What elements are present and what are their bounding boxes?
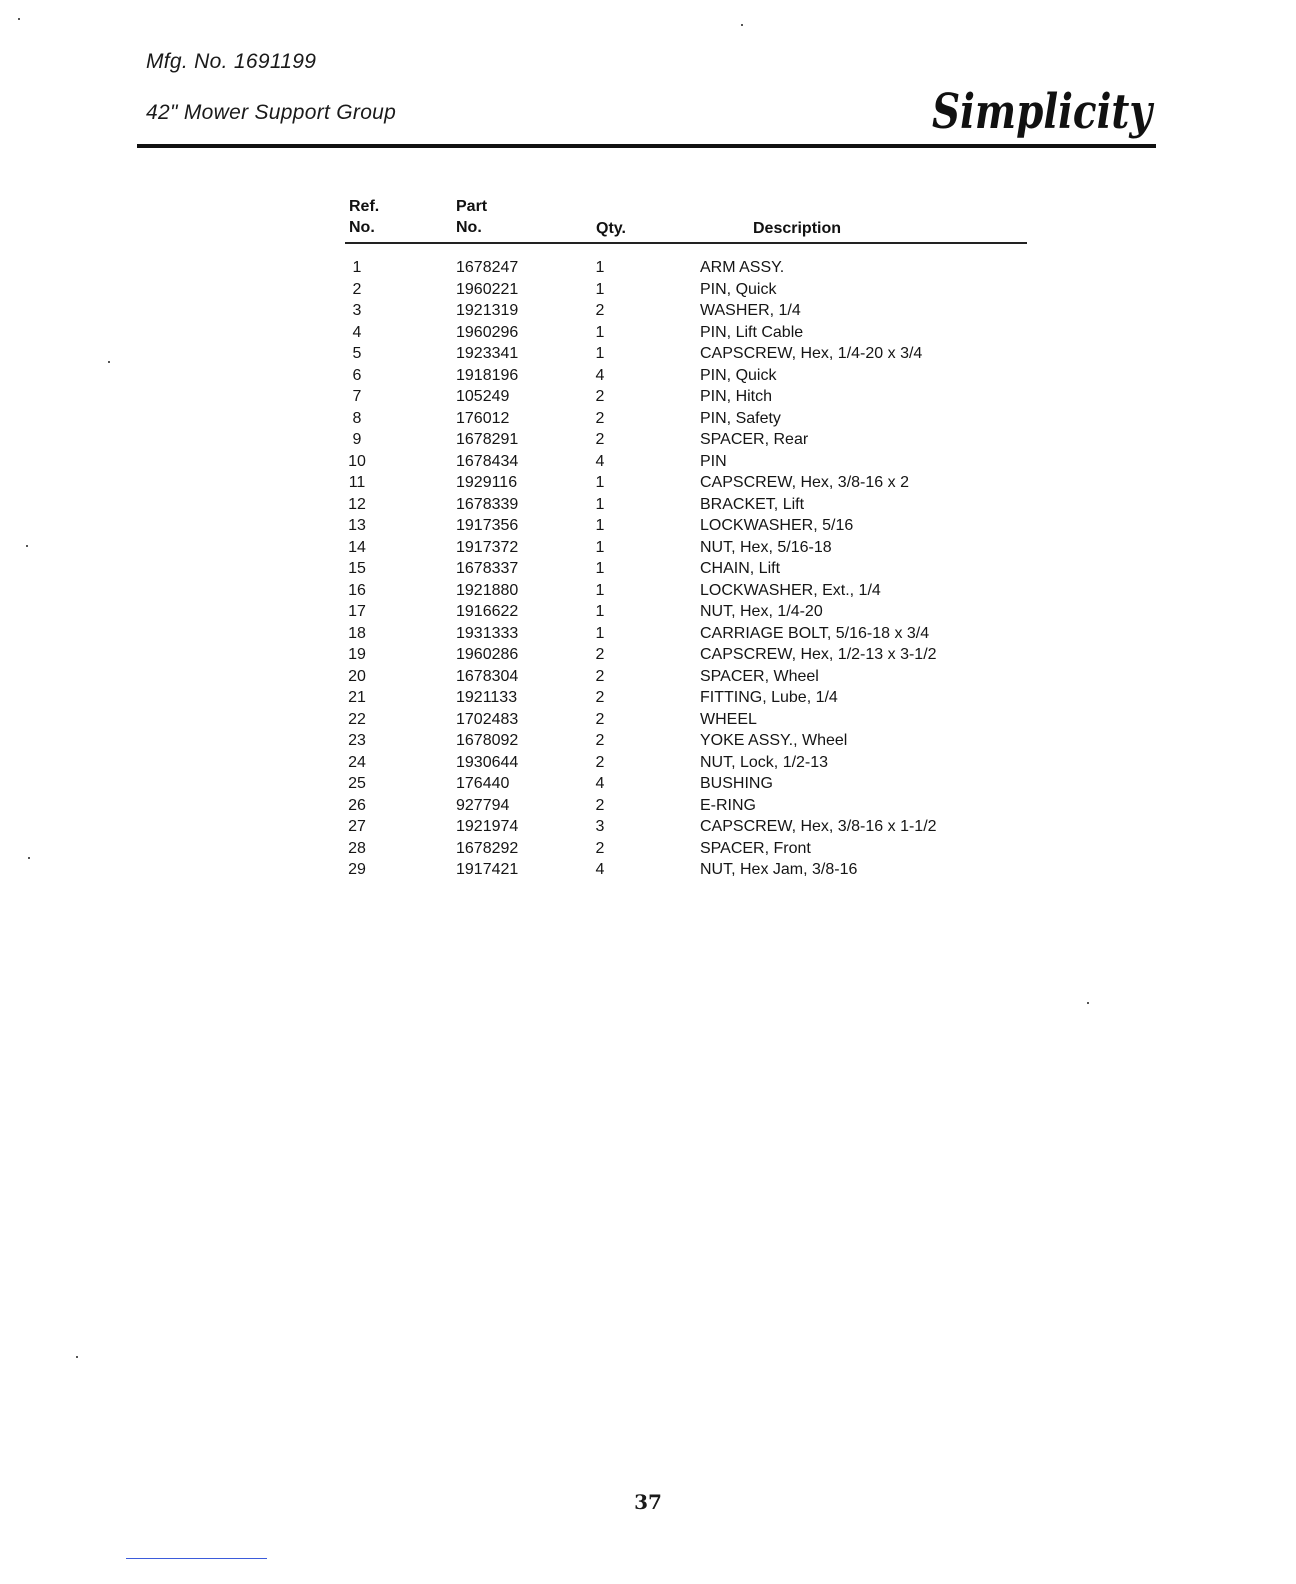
qty-cell: 2 <box>595 646 605 663</box>
table-row <box>0 666 1224 688</box>
table-row <box>0 580 1224 602</box>
scan-speck <box>26 545 28 547</box>
part-number-cell: 1917421 <box>456 861 519 878</box>
table-row <box>0 279 1224 301</box>
scan-speck <box>18 18 20 20</box>
description-cell: E-RING <box>700 796 756 814</box>
ref-cell: 29 <box>348 861 366 878</box>
part-number-cell: 1931333 <box>456 624 519 642</box>
column-header-ref: Ref. No. <box>349 198 380 236</box>
qty-cell: 2 <box>595 667 605 685</box>
simplicity-logo <box>930 84 1156 140</box>
qty-cell: 4 <box>595 775 605 792</box>
ref-cell: 27 <box>348 818 366 835</box>
qty-cell: 2 <box>595 839 605 857</box>
description-cell: PIN, Quick <box>700 280 777 298</box>
part-number-cell: 1918196 <box>456 366 519 384</box>
brand-wordmark: Simplicity <box>932 84 1155 140</box>
qty-cell: 2 <box>595 689 605 706</box>
ref-cell: 16 <box>348 581 366 599</box>
ref-cell: 10 <box>348 452 366 470</box>
description-cell: CHAIN, Lift <box>700 560 781 577</box>
description-cell: WHEEL <box>700 710 757 728</box>
header-divider <box>137 144 1156 148</box>
table-row <box>0 601 1224 623</box>
table-row <box>0 451 1224 473</box>
ref-cell: 14 <box>348 538 366 556</box>
table-row <box>0 558 1224 580</box>
ref-cell: 23 <box>348 732 366 749</box>
scan-speck <box>741 24 743 26</box>
ref-cell: 21 <box>348 689 366 706</box>
table-row <box>0 795 1224 817</box>
table-row <box>0 687 1224 709</box>
qty-cell: 4 <box>595 861 605 878</box>
footer-line <box>126 1558 267 1559</box>
description-cell: NUT, Hex, 1/4-20 <box>700 603 823 620</box>
description-cell: CAPSCREW, Hex, 3/8-16 x 2 <box>700 474 909 491</box>
description-cell: SPACER, Wheel <box>700 667 819 685</box>
description-cell: YOKE ASSY., Wheel <box>700 732 848 749</box>
qty-cell: 2 <box>595 431 605 448</box>
description-cell: CARRIAGE BOLT, 5/16-18 x 3/4 <box>700 624 930 642</box>
part-number-cell: 176440 <box>456 775 510 792</box>
table-row <box>0 838 1224 860</box>
part-number-cell: 1702483 <box>456 710 519 728</box>
ref-cell: 15 <box>348 560 366 577</box>
qty-cell: 4 <box>595 366 605 384</box>
qty-cell: 2 <box>595 732 605 749</box>
ref-cell: 2 <box>352 280 362 298</box>
description-cell: PIN, Lift Cable <box>700 323 804 341</box>
scan-speck <box>28 857 30 859</box>
table-row <box>0 537 1224 559</box>
column-header-qty: Qty. <box>596 220 626 237</box>
part-number-cell: 1917356 <box>456 517 519 534</box>
ref-cell: 19 <box>348 646 366 663</box>
ref-cell: 26 <box>348 796 366 814</box>
part-number-cell: 1921974 <box>456 818 519 835</box>
qty-cell: 1 <box>595 624 605 642</box>
description-cell: SPACER, Rear <box>700 431 809 448</box>
part-number-cell: 1921880 <box>456 581 519 599</box>
part-number-cell: 1921133 <box>456 689 518 706</box>
description-cell: PIN, Safety <box>700 409 781 427</box>
description-cell: SPACER, Front <box>700 839 811 857</box>
description-cell: NUT, Hex, 5/16-18 <box>700 538 832 556</box>
qty-cell: 1 <box>595 280 605 298</box>
ref-cell: 7 <box>352 388 362 405</box>
part-number-cell: 1678292 <box>456 839 519 857</box>
ref-cell: 25 <box>348 775 366 792</box>
table-row <box>0 816 1224 838</box>
table-row <box>0 429 1224 451</box>
ref-cell: 4 <box>352 323 362 341</box>
part-number-cell: 1678291 <box>456 431 519 448</box>
description-cell: PIN, Hitch <box>700 388 773 405</box>
description-cell: LOCKWASHER, Ext., 1/4 <box>700 581 881 599</box>
table-row <box>0 752 1224 774</box>
ref-cell: 28 <box>348 839 366 857</box>
qty-cell: 1 <box>595 560 605 577</box>
page-number: 37 <box>634 1490 662 1514</box>
part-number-cell: 105249 <box>456 388 510 405</box>
ref-cell: 17 <box>348 603 366 620</box>
ref-cell: 20 <box>348 667 366 685</box>
description-cell: LOCKWASHER, 5/16 <box>700 517 854 534</box>
description-cell: PIN <box>700 452 727 470</box>
description-cell: CAPSCREW, Hex, 1/4-20 x 3/4 <box>700 345 923 362</box>
part-number-cell: 1678247 <box>456 259 519 276</box>
scan-speck <box>108 361 110 363</box>
table-row <box>0 322 1224 344</box>
description-cell: NUT, Lock, 1/2-13 <box>700 753 829 771</box>
qty-cell: 3 <box>595 818 605 835</box>
table-row <box>0 644 1224 666</box>
part-number-cell: 1678092 <box>456 732 519 749</box>
qty-cell: 1 <box>595 581 605 599</box>
part-number-cell: 1929116 <box>456 474 518 491</box>
ref-cell: 24 <box>348 753 366 771</box>
part-number-cell: 1960296 <box>456 323 519 341</box>
column-header-part: Part No. <box>456 198 488 236</box>
qty-cell: 1 <box>595 517 605 534</box>
parts-table-body <box>0 257 1224 881</box>
part-number-cell: 927794 <box>456 796 510 814</box>
table-row <box>0 773 1224 795</box>
qty-cell: 2 <box>595 388 605 405</box>
ref-cell: 6 <box>352 366 362 384</box>
part-number-cell: 1678434 <box>456 452 519 470</box>
part-number-cell: 1930644 <box>456 753 519 771</box>
qty-cell: 2 <box>595 710 605 728</box>
qty-cell: 1 <box>595 538 605 556</box>
mfg-number: Mfg. No. 1691199 <box>146 50 317 73</box>
description-cell: ARM ASSY. <box>700 259 785 276</box>
ref-cell: 3 <box>352 302 362 319</box>
qty-cell: 2 <box>595 302 605 319</box>
table-row <box>0 472 1224 494</box>
group-title: 42" Mower Support Group <box>146 101 397 124</box>
ref-cell: 11 <box>348 474 366 491</box>
part-number-cell: 1921319 <box>456 302 519 319</box>
qty-cell: 1 <box>595 259 605 276</box>
ref-cell: 5 <box>352 345 362 362</box>
qty-cell: 2 <box>595 753 605 771</box>
part-number-cell: 176012 <box>456 409 510 427</box>
column-header-description: Description <box>753 220 842 237</box>
ref-cell: 22 <box>348 710 366 728</box>
table-row <box>0 494 1224 516</box>
qty-cell: 1 <box>595 345 605 362</box>
part-number-cell: 1678337 <box>456 560 519 577</box>
part-number-cell: 1960221 <box>456 280 519 298</box>
table-row <box>0 623 1224 645</box>
table-row <box>0 408 1224 430</box>
ref-cell: 13 <box>348 517 366 534</box>
table-row <box>0 365 1224 387</box>
table-row <box>0 257 1224 279</box>
scan-speck <box>76 1356 78 1358</box>
ref-cell: 8 <box>352 409 362 427</box>
description-cell: FITTING, Lube, 1/4 <box>700 689 838 706</box>
description-cell: WASHER, 1/4 <box>700 302 801 319</box>
table-header-divider <box>345 242 1027 244</box>
qty-cell: 1 <box>595 323 605 341</box>
part-number-cell: 1678304 <box>456 667 519 685</box>
qty-cell: 1 <box>595 495 605 513</box>
table-row <box>0 730 1224 752</box>
description-cell: PIN, Quick <box>700 366 777 384</box>
ref-cell: 18 <box>348 624 366 642</box>
table-row <box>0 515 1224 537</box>
table-row <box>0 859 1224 881</box>
ref-cell: 12 <box>348 495 366 513</box>
description-cell: CAPSCREW, Hex, 1/2-13 x 3-1/2 <box>700 646 937 663</box>
table-row <box>0 709 1224 731</box>
description-cell: BUSHING <box>700 775 773 792</box>
table-row <box>0 343 1224 365</box>
ref-cell: 9 <box>352 431 362 448</box>
qty-cell: 1 <box>595 474 605 491</box>
part-number-cell: 1917372 <box>456 538 519 556</box>
description-cell: NUT, Hex Jam, 3/8-16 <box>700 861 858 878</box>
description-cell: CAPSCREW, Hex, 3/8-16 x 1-1/2 <box>700 818 937 835</box>
qty-cell: 2 <box>595 409 605 427</box>
qty-cell: 4 <box>595 452 605 470</box>
ref-cell: 1 <box>352 259 362 276</box>
qty-cell: 2 <box>595 796 605 814</box>
part-number-cell: 1923341 <box>456 345 519 362</box>
table-row <box>0 386 1224 408</box>
part-number-cell: 1678339 <box>456 495 519 513</box>
table-row <box>0 300 1224 322</box>
qty-cell: 1 <box>595 603 605 620</box>
part-number-cell: 1916622 <box>456 603 519 620</box>
scan-speck <box>1087 1002 1089 1004</box>
description-cell: BRACKET, Lift <box>700 495 805 513</box>
part-number-cell: 1960286 <box>456 646 519 663</box>
